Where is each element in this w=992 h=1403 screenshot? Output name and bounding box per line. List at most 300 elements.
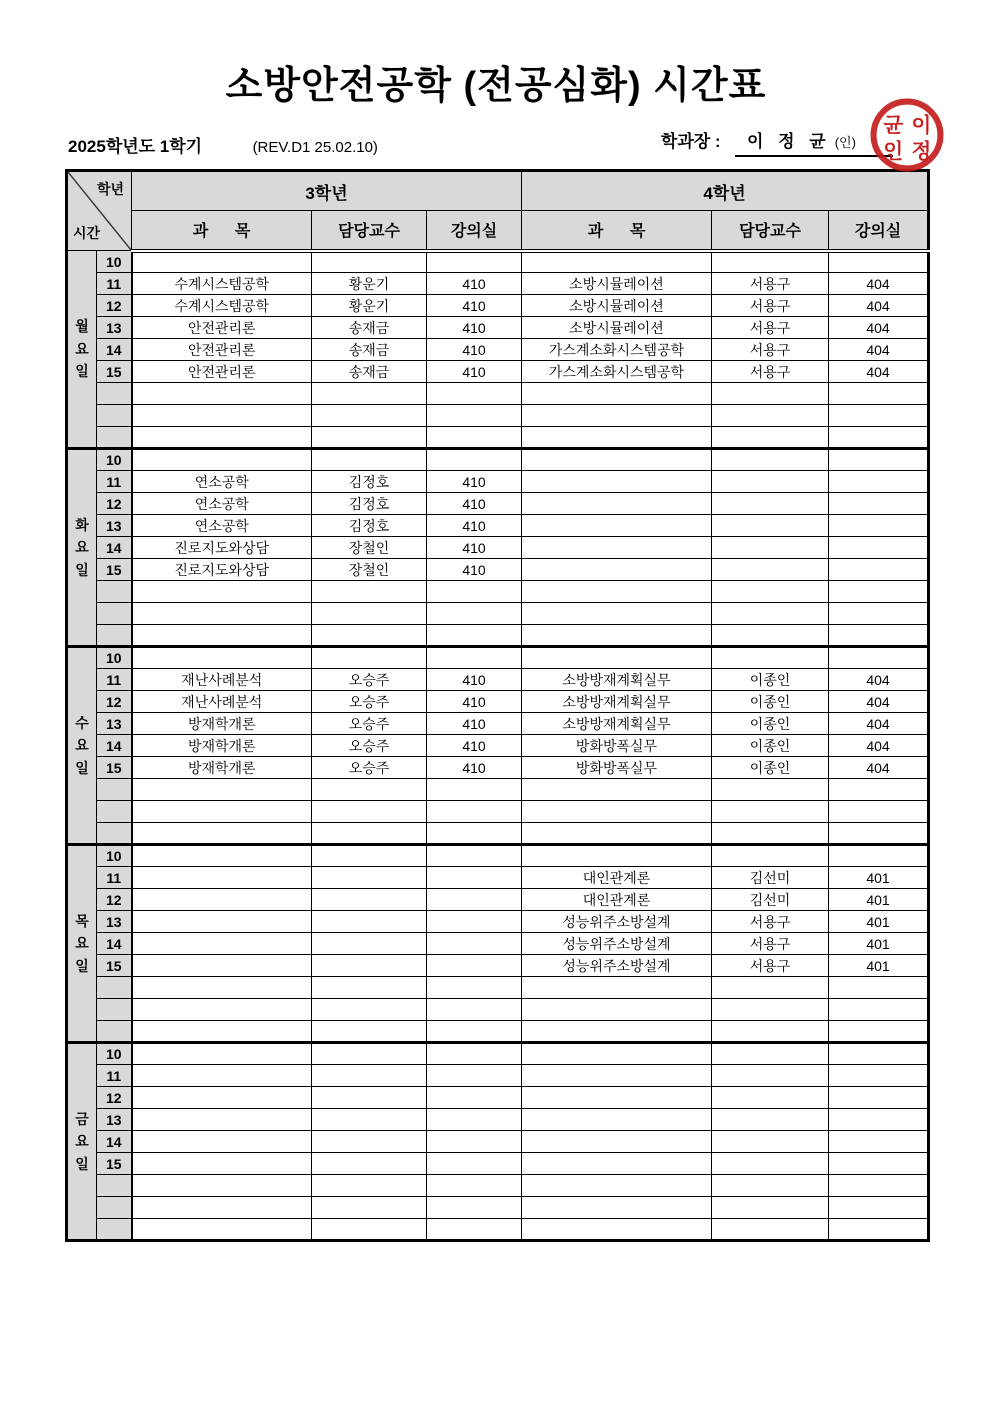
time-cell (97, 823, 132, 845)
room-cell (829, 1197, 929, 1219)
professor-cell: 이종인 (712, 757, 829, 779)
subject-cell (132, 251, 312, 273)
room-cell (829, 823, 929, 845)
time-cell: 11 (97, 273, 132, 295)
professor-cell (712, 251, 829, 273)
subject-cell (132, 933, 312, 955)
timetable-row (67, 471, 929, 493)
subject-cell (522, 383, 712, 405)
room-cell: 410 (427, 691, 522, 713)
room-cell (427, 581, 522, 603)
room-cell: 404 (829, 339, 929, 361)
room-cell (829, 581, 929, 603)
time-cell: 14 (97, 1131, 132, 1153)
professor-cell (312, 1065, 427, 1087)
room-cell: 410 (427, 757, 522, 779)
subject-cell (522, 1065, 712, 1087)
professor-cell: 서용구 (712, 339, 829, 361)
room-cell (829, 779, 929, 801)
time-cell (97, 779, 132, 801)
professor-cell (712, 471, 829, 493)
time-cell: 13 (97, 911, 132, 933)
professor-cell (712, 1197, 829, 1219)
professor-cell (312, 955, 427, 977)
room-cell (427, 823, 522, 845)
subject-cell: 수계시스템공학 (132, 295, 312, 317)
subject-cell (132, 867, 312, 889)
professor-cell (312, 999, 427, 1021)
timetable-row (67, 251, 929, 273)
column-header-subject-4: 과 목 (522, 211, 712, 251)
time-cell: 10 (97, 647, 132, 669)
subject-cell (522, 1219, 712, 1241)
professor-cell: 서용구 (712, 317, 829, 339)
professor-cell: 송재금 (312, 361, 427, 383)
subject-cell (522, 427, 712, 449)
timetable-row (67, 933, 929, 955)
room-cell (427, 779, 522, 801)
subject-cell (522, 471, 712, 493)
professor-cell (312, 1021, 427, 1043)
professor-cell (312, 647, 427, 669)
room-cell (829, 537, 929, 559)
subject-cell (522, 515, 712, 537)
subject-cell (132, 955, 312, 977)
subject-cell (132, 647, 312, 669)
professor-cell (712, 977, 829, 999)
professor-cell (712, 1021, 829, 1043)
subject-cell (132, 449, 312, 471)
signature-line (735, 127, 893, 157)
professor-cell (312, 427, 427, 449)
subject-cell (132, 1021, 312, 1043)
svg-text:이: 이 (911, 112, 932, 137)
subject-cell: 대인관계론 (522, 889, 712, 911)
room-cell (829, 1175, 929, 1197)
time-cell: 11 (97, 867, 132, 889)
subject-cell (522, 1021, 712, 1043)
room-cell (829, 471, 929, 493)
room-cell (427, 405, 522, 427)
professor-cell (312, 1175, 427, 1197)
room-cell: 410 (427, 515, 522, 537)
room-cell (427, 427, 522, 449)
professor-cell (712, 559, 829, 581)
room-cell (427, 603, 522, 625)
subject-cell (132, 977, 312, 999)
subject-cell: 소방시뮬레이션 (522, 317, 712, 339)
subject-cell (522, 603, 712, 625)
professor-cell: 이종인 (712, 691, 829, 713)
room-cell (427, 845, 522, 867)
room-cell (427, 911, 522, 933)
room-cell (829, 647, 929, 669)
professor-cell (312, 977, 427, 999)
time-cell (97, 383, 132, 405)
time-cell (97, 977, 132, 999)
room-cell (829, 603, 929, 625)
room-cell (829, 515, 929, 537)
professor-cell (312, 1153, 427, 1175)
time-cell: 10 (97, 251, 132, 273)
professor-cell (312, 823, 427, 845)
term-info (68, 132, 378, 157)
professor-cell (712, 1131, 829, 1153)
subject-cell (522, 823, 712, 845)
timetable-row (67, 955, 929, 977)
professor-cell (712, 1043, 829, 1065)
subject-cell (132, 1197, 312, 1219)
room-cell: 404 (829, 713, 929, 735)
timetable-row (67, 867, 929, 889)
room-cell (427, 251, 522, 273)
time-cell (97, 405, 132, 427)
timetable-row (67, 1109, 929, 1131)
professor-cell (312, 625, 427, 647)
room-cell (427, 1175, 522, 1197)
time-cell: 15 (97, 955, 132, 977)
time-cell (97, 801, 132, 823)
subject-cell (522, 1087, 712, 1109)
time-cell: 13 (97, 515, 132, 537)
professor-cell (312, 1087, 427, 1109)
subject-cell (132, 823, 312, 845)
room-cell: 410 (427, 295, 522, 317)
time-cell: 14 (97, 537, 132, 559)
room-cell (829, 1153, 929, 1175)
professor-cell (712, 845, 829, 867)
time-cell: 15 (97, 1153, 132, 1175)
room-cell: 404 (829, 295, 929, 317)
timetable-row (67, 647, 929, 669)
timetable-row (67, 669, 929, 691)
room-cell (829, 1043, 929, 1065)
professor-cell (712, 493, 829, 515)
subject-cell (522, 1131, 712, 1153)
subject-cell (522, 537, 712, 559)
time-cell (97, 999, 132, 1021)
professor-cell (712, 427, 829, 449)
timetable-row (67, 823, 929, 845)
professor-cell (312, 1219, 427, 1241)
timetable-row (67, 339, 929, 361)
professor-cell: 김선미 (712, 867, 829, 889)
subject-cell: 방재학개론 (132, 735, 312, 757)
time-cell: 12 (97, 493, 132, 515)
room-cell (829, 383, 929, 405)
room-cell: 404 (829, 273, 929, 295)
professor-cell (312, 911, 427, 933)
subject-cell (132, 1087, 312, 1109)
professor-cell (312, 449, 427, 471)
subject-cell (132, 1219, 312, 1241)
room-cell: 410 (427, 669, 522, 691)
professor-cell (712, 1109, 829, 1131)
subject-cell: 방재학개론 (132, 757, 312, 779)
subject-cell (132, 603, 312, 625)
subject-cell (522, 493, 712, 515)
professor-cell: 오승주 (312, 669, 427, 691)
subject-cell: 가스계소화시스템공학 (522, 339, 712, 361)
subject-cell: 연소공학 (132, 515, 312, 537)
time-cell: 14 (97, 339, 132, 361)
subject-cell: 방화방폭실무 (522, 757, 712, 779)
professor-cell (712, 647, 829, 669)
room-cell (427, 1197, 522, 1219)
room-cell (427, 1065, 522, 1087)
signer-name: 이 정 균 (747, 132, 831, 151)
professor-cell (712, 537, 829, 559)
room-cell: 401 (829, 889, 929, 911)
professor-cell (712, 779, 829, 801)
professor-cell: 서용구 (712, 295, 829, 317)
timetable-row (67, 515, 929, 537)
room-cell (427, 647, 522, 669)
subject-cell (522, 1175, 712, 1197)
meta-row (68, 112, 932, 163)
professor-cell (312, 933, 427, 955)
professor-cell (712, 625, 829, 647)
subject-cell (522, 625, 712, 647)
subject-cell: 성능위주소방설계 (522, 955, 712, 977)
timetable-row (67, 691, 929, 713)
room-cell (427, 889, 522, 911)
timetable-row (67, 273, 929, 295)
room-cell (829, 1021, 929, 1043)
room-cell (427, 625, 522, 647)
professor-cell (712, 515, 829, 537)
room-cell (427, 383, 522, 405)
page-title: 소방안전공학 (전공심화) 시간표 (225, 65, 767, 107)
term-label: 2025학년도 1학기 (68, 137, 203, 156)
professor-cell (712, 1175, 829, 1197)
day-label: 월 요 일 (67, 251, 97, 449)
room-cell (829, 1131, 929, 1153)
professor-cell (312, 1043, 427, 1065)
subject-cell: 재난사례분석 (132, 669, 312, 691)
signature-block (660, 112, 932, 163)
timetable-row (67, 1087, 929, 1109)
subject-cell (522, 1197, 712, 1219)
room-cell: 410 (427, 339, 522, 361)
room-cell (829, 1087, 929, 1109)
subject-cell (132, 1043, 312, 1065)
professor-cell: 서용구 (712, 911, 829, 933)
room-cell (427, 1087, 522, 1109)
subject-cell: 대인관계론 (522, 867, 712, 889)
subject-cell: 재난사례분석 (132, 691, 312, 713)
time-cell (97, 1219, 132, 1241)
professor-cell (312, 603, 427, 625)
professor-cell: 오승주 (312, 713, 427, 735)
room-cell (427, 1131, 522, 1153)
time-cell (97, 1021, 132, 1043)
professor-cell (712, 449, 829, 471)
professor-cell (712, 405, 829, 427)
day-label: 목 요 일 (67, 845, 97, 1043)
professor-cell: 황운기 (312, 295, 427, 317)
room-cell (829, 845, 929, 867)
subject-cell (522, 1153, 712, 1175)
time-cell: 11 (97, 1065, 132, 1087)
room-cell (829, 493, 929, 515)
professor-cell (312, 779, 427, 801)
timetable-row (67, 383, 929, 405)
room-cell (829, 1065, 929, 1087)
professor-cell: 장철인 (312, 537, 427, 559)
svg-text:정: 정 (911, 138, 932, 163)
subject-cell: 소방시뮬레이션 (522, 273, 712, 295)
professor-cell (712, 1087, 829, 1109)
time-cell: 15 (97, 757, 132, 779)
subject-cell: 소방방재계획실무 (522, 691, 712, 713)
room-cell (829, 801, 929, 823)
time-cell: 11 (97, 471, 132, 493)
room-cell: 401 (829, 911, 929, 933)
revision-label: (REV.D1 25.02.10) (252, 139, 378, 156)
professor-cell (712, 823, 829, 845)
subject-cell (132, 911, 312, 933)
subject-cell (522, 1109, 712, 1131)
subject-cell: 진로지도와상담 (132, 559, 312, 581)
professor-cell: 송재금 (312, 317, 427, 339)
timetable-row (67, 845, 929, 867)
timetable-row (67, 801, 929, 823)
timetable-row (67, 977, 929, 999)
column-header-subject-3: 과 목 (132, 211, 312, 251)
timetable-row (67, 493, 929, 515)
subject-cell: 연소공학 (132, 471, 312, 493)
day-label: 수 요 일 (67, 647, 97, 845)
room-cell (427, 977, 522, 999)
professor-cell (312, 867, 427, 889)
professor-cell: 이종인 (712, 713, 829, 735)
day-label: 화 요 일 (67, 449, 97, 647)
room-cell (829, 977, 929, 999)
room-cell: 404 (829, 669, 929, 691)
subject-cell: 수계시스템공학 (132, 273, 312, 295)
room-cell (427, 1153, 522, 1175)
professor-cell: 서용구 (712, 361, 829, 383)
subject-cell (522, 999, 712, 1021)
subject-cell (132, 427, 312, 449)
subject-cell (522, 801, 712, 823)
professor-cell (712, 581, 829, 603)
timetable-row (67, 1131, 929, 1153)
time-cell (97, 427, 132, 449)
professor-cell: 김정호 (312, 515, 427, 537)
time-cell: 13 (97, 317, 132, 339)
timetable-row (67, 317, 929, 339)
room-cell: 404 (829, 361, 929, 383)
professor-cell (712, 999, 829, 1021)
timetable-row (67, 889, 929, 911)
subject-cell: 방재학개론 (132, 713, 312, 735)
room-cell: 410 (427, 713, 522, 735)
room-cell (829, 449, 929, 471)
room-cell: 404 (829, 757, 929, 779)
subject-cell: 진로지도와상담 (132, 537, 312, 559)
column-header-room-3: 강의실 (427, 211, 522, 251)
time-cell (97, 1197, 132, 1219)
column-header-professor-3: 담당교수 (312, 211, 427, 251)
timetable-row (67, 449, 929, 471)
professor-cell (312, 1131, 427, 1153)
timetable-row (67, 427, 929, 449)
room-cell (427, 999, 522, 1021)
professor-cell (312, 889, 427, 911)
subject-cell (522, 977, 712, 999)
room-cell (427, 801, 522, 823)
professor-cell (312, 801, 427, 823)
subject-cell (522, 581, 712, 603)
grade-header-4: 4학년 (522, 171, 929, 211)
room-cell (427, 1109, 522, 1131)
subject-cell (522, 845, 712, 867)
timetable-row (67, 361, 929, 383)
subject-cell (132, 999, 312, 1021)
time-cell: 12 (97, 295, 132, 317)
subject-cell (132, 845, 312, 867)
column-header-room-4: 강의실 (829, 211, 929, 251)
room-cell (829, 1219, 929, 1241)
subject-cell: 안전관리론 (132, 361, 312, 383)
room-cell (427, 1021, 522, 1043)
grade-header-3: 3학년 (132, 171, 522, 211)
corner-grade-label: 학년 (96, 181, 124, 197)
time-cell (97, 581, 132, 603)
professor-cell: 서용구 (712, 955, 829, 977)
timetable-row (67, 625, 929, 647)
timetable-row (67, 1153, 929, 1175)
room-cell: 404 (829, 317, 929, 339)
room-cell (427, 1043, 522, 1065)
professor-cell: 오승주 (312, 757, 427, 779)
room-cell (427, 955, 522, 977)
subject-cell (132, 1153, 312, 1175)
time-cell (97, 1175, 132, 1197)
svg-text:인: 인 (883, 138, 904, 163)
timetable-row (67, 999, 929, 1021)
time-cell: 12 (97, 691, 132, 713)
room-cell: 410 (427, 735, 522, 757)
timetable-row (67, 537, 929, 559)
professor-cell: 송재금 (312, 339, 427, 361)
professor-cell (312, 405, 427, 427)
signer-title-label: 학과장 : (660, 132, 721, 151)
subject-cell: 성능위주소방설계 (522, 933, 712, 955)
timetable (65, 169, 930, 1242)
subject-cell (522, 1043, 712, 1065)
timetable-row (67, 581, 929, 603)
timetable-row (67, 779, 929, 801)
room-cell: 401 (829, 955, 929, 977)
room-cell (427, 449, 522, 471)
subject-cell: 소방시뮬레이션 (522, 295, 712, 317)
room-cell (829, 999, 929, 1021)
professor-cell (312, 1197, 427, 1219)
subject-cell: 안전관리론 (132, 339, 312, 361)
professor-cell: 이종인 (712, 735, 829, 757)
timetable-row (67, 405, 929, 427)
time-cell: 12 (97, 889, 132, 911)
time-cell: 10 (97, 1043, 132, 1065)
room-cell (427, 933, 522, 955)
room-cell (427, 867, 522, 889)
time-cell: 10 (97, 449, 132, 471)
professor-cell: 장철인 (312, 559, 427, 581)
subject-cell: 안전관리론 (132, 317, 312, 339)
